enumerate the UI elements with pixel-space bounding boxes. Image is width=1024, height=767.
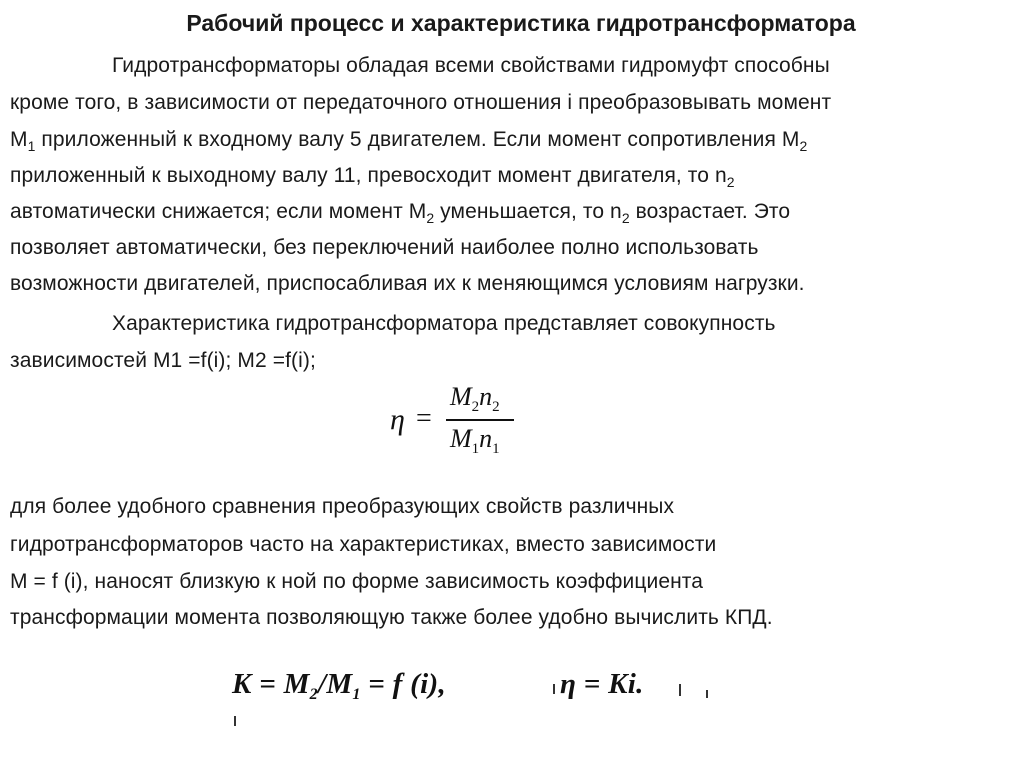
symbol: M [450, 424, 472, 453]
equals-sign: = [416, 403, 432, 434]
subscript: 1 [492, 441, 500, 457]
scan-artifact [679, 684, 681, 696]
slide-title: Рабочий процесс и характеристика гидротрансформатора [186, 10, 856, 36]
subscript: 2 [471, 399, 480, 415]
subscript: 2 [309, 686, 318, 703]
subscript: 2 [726, 174, 735, 190]
subscript: 1 [27, 138, 36, 154]
text-run: приложенный к входному валу 5 двигателем. Если момент сопротивления М [35, 128, 800, 151]
subscript: 1 [352, 686, 361, 703]
text-run: K = M [232, 668, 310, 700]
formula-numerator [450, 382, 500, 416]
paragraph-1-line-6: позволяет автоматически, без переключений наиболее полно использовать [10, 236, 759, 259]
paragraph-2-line-1: Характеристика гидротрансформатора представляет совокупность [112, 312, 776, 335]
text-run: возрастает. Это [629, 200, 791, 223]
fraction-bar [446, 419, 514, 421]
scan-artifact [234, 716, 236, 726]
subscript: 2 [799, 138, 808, 154]
symbol: n [479, 424, 493, 453]
symbol: n [479, 382, 493, 411]
paragraph-3-line-2: гидротрансформаторов часто на характеристиках, вместо зависимости [10, 533, 717, 556]
paragraph-3-line-1: для более удобного сравнения преобразующих свойств различных [10, 495, 675, 518]
efficiency-ki-formula: η = Ki. [560, 668, 644, 700]
text-run: /M [317, 668, 353, 700]
paragraph-1-line-2: кроме того, в зависимости от передаточного отношения i преобразовывать момент [10, 91, 832, 114]
torque-ratio-formula [232, 668, 446, 704]
paragraph-3-line-4: трансформации момента позволяющую также более удобно вычислить КПД. [10, 606, 773, 629]
symbol: M [450, 382, 472, 411]
efficiency-formula [390, 380, 530, 460]
subscript: 1 [471, 441, 480, 457]
eta-symbol: η [390, 403, 405, 436]
text-run: приложенный к выходному валу 11, превосходит момент двигателя, то n [10, 164, 727, 187]
paragraph-1-line-3 [10, 127, 807, 159]
paragraph-2-line-2: зависимостей М1 =f(i); М2 =f(i); [10, 349, 316, 372]
subscript: 2 [426, 210, 435, 226]
paragraph-3-line-3: М = f (i), наносят близкую к ной по форме зависимость коэффициента [10, 570, 704, 593]
paragraph-1-line-7: возможности двигателей, приспосабливая их к меняющимся условиям нагрузки. [10, 272, 805, 295]
text-run: уменьшается, то n [434, 200, 622, 223]
subscript: 2 [492, 399, 500, 415]
subscript: 2 [621, 210, 630, 226]
text-run: М [10, 128, 28, 151]
scan-artifact [706, 690, 708, 698]
formula-denominator [450, 424, 500, 458]
paragraph-1-line-1: Гидротрансформаторы обладая всеми свойствами гидромуфт способны [112, 54, 830, 77]
paragraph-1-line-5 [10, 199, 790, 231]
text-run: = f (i), [360, 668, 446, 700]
scan-artifact [553, 684, 555, 694]
text-run: автоматически снижается; если момент М [10, 200, 427, 223]
paragraph-1-line-4 [10, 163, 735, 195]
